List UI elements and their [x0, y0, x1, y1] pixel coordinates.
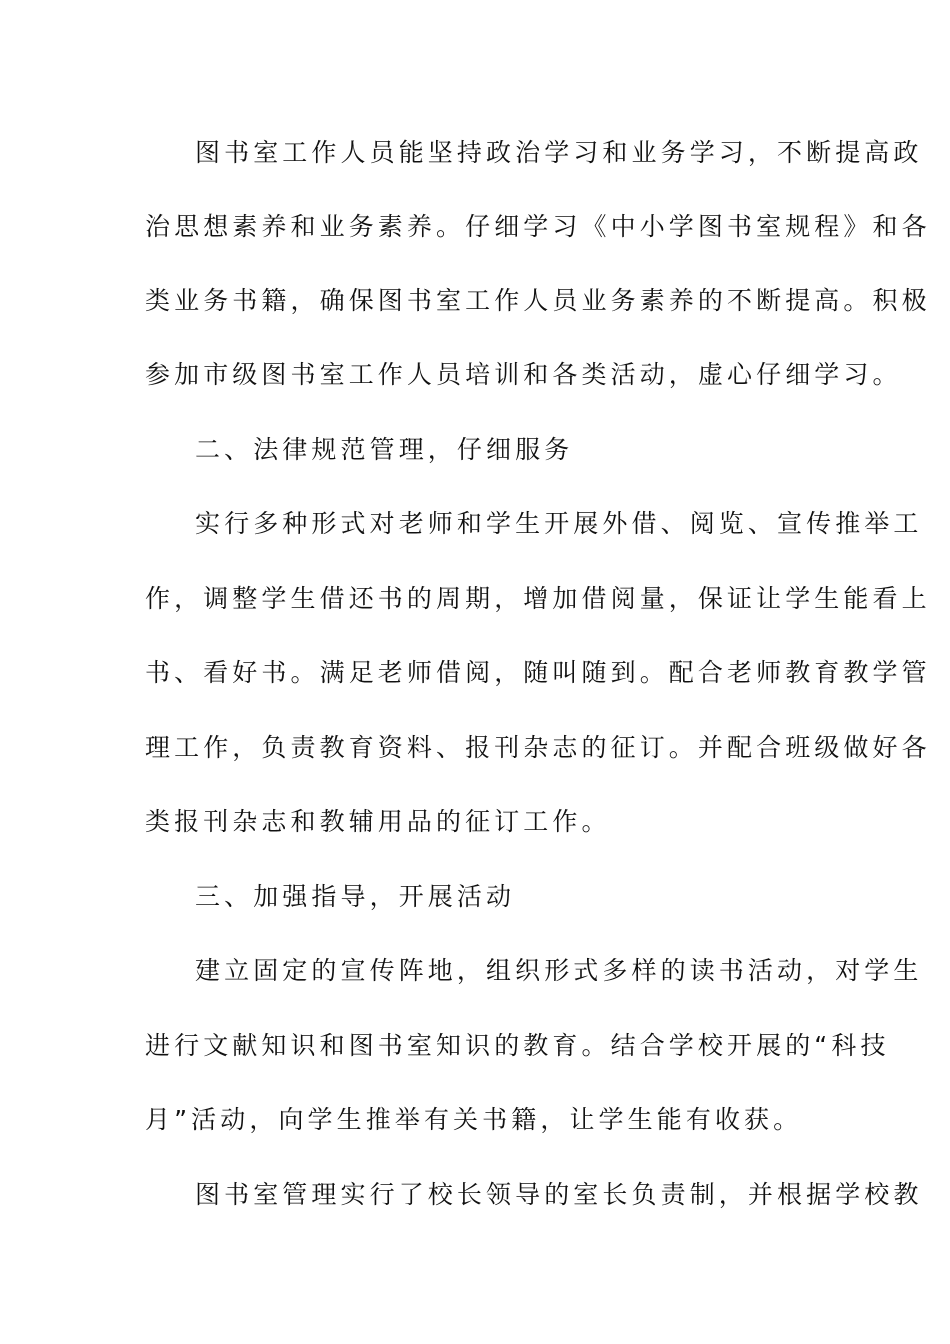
paragraph-4-line-1: 图书室管理实行了校长领导的室长负责制，并根据学校教	[195, 1180, 923, 1209]
section-heading-2: 二、法律规范管理，仔细服务	[195, 435, 574, 464]
paragraph-1-line-1: 图书室工作人员能坚持政治学习和业务学习，不断提高政	[195, 138, 923, 167]
paragraph-2-line-1: 实行多种形式对老师和学生开展外借、阅览、宣传推举工	[195, 509, 923, 538]
paragraph-1-line-3: 类业务书籍，确保图书室工作人员业务素养的不断提高。积极	[145, 286, 931, 315]
paragraph-1-line-2: 治思想素养和业务素养。仔细学习《中小学图书室规程》和各	[145, 212, 931, 241]
paragraph-2-line-4: 理工作，负责教育资料、报刊杂志的征订。并配合班级做好各	[145, 733, 931, 762]
paragraph-3-line-1: 建立固定的宣传阵地，组织形式多样的读书活动，对学生	[195, 956, 923, 985]
paragraph-1-line-4: 参加市级图书室工作人员培训和各类活动，虚心仔细学习。	[145, 360, 902, 389]
paragraph-2-line-3: 书、看好书。满足老师借阅，随叫随到。配合老师教育教学管	[145, 658, 931, 687]
paragraph-3-line-3: 月”活动，向学生推举有关书籍，让学生能有收获。	[145, 1105, 803, 1134]
paragraph-2-line-2: 作，调整学生借还书的周期，增加借阅量，保证让学生能看上	[145, 584, 931, 613]
paragraph-2-line-5: 类报刊杂志和教辅用品的征订工作。	[145, 807, 611, 836]
section-heading-3: 三、加强指导，开展活动	[195, 882, 516, 911]
paragraph-3-line-2: 进行文献知识和图书室知识的教育。结合学校开展的“科技	[145, 1031, 890, 1060]
